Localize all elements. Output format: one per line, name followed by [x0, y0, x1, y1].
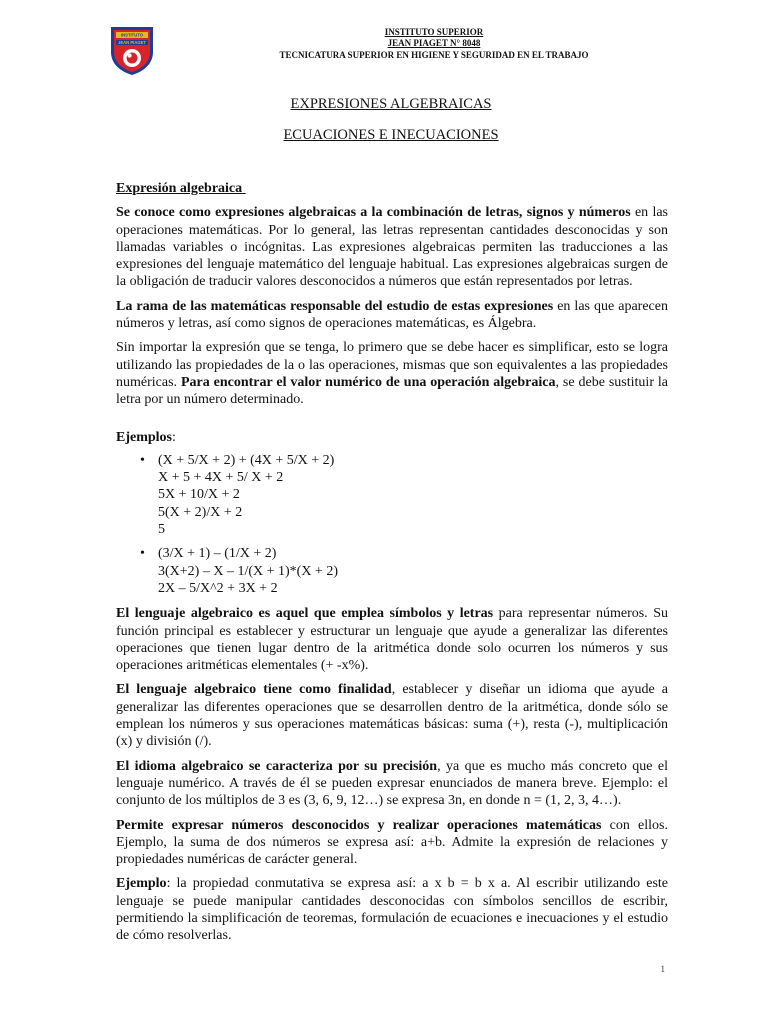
- document-body: [116, 180, 668, 945]
- list-item: • (X + 5/X + 2) + (4X + 5/X + 2) X + 5 + 4X + 5/ X + 2 5X + 10/X + 2 5(X + 2)/X + 2 5: [140, 452, 668, 538]
- section-heading: Expresión algebraica: [116, 181, 243, 196]
- program-line: TECNICATURA SUPERIOR EN HIGIENE Y SEGURIDAD EN EL TRABAJO: [279, 50, 589, 60]
- paragraph-5: El lenguaje algebraico tiene como finalidad, establecer y diseñar un idioma que ayude a generalizar las diferentes operaciones que se desarrollen dentro de la aritmética, donde sólo se emplean los números y sus operaciones matemáticas básicas: suma (+), resta (-), multiplicación (x) y división (/).: [116, 682, 669, 750]
- examples-heading: Ejemplos:: [116, 429, 176, 445]
- logo-text-top: INSTITUTO: [120, 32, 144, 38]
- paragraph-7: Permite expresar números desconocidos y realizar operaciones matemáticas con ellos. Ejemplo, la suma de dos números se expresa así: a+b. Admite la expresión de relaciones y propiedades numéricas de carácter general.: [116, 817, 668, 868]
- examples-list: [116, 452, 668, 597]
- institute-line: INSTITUTO SUPERIOR: [384, 27, 484, 37]
- main-title: EXPRESIONES ALGEBRAICAS: [290, 96, 492, 112]
- paragraph-2: La rama de las matemáticas responsable del estudio de estas expresiones en las que aparecen números y letras, así como signos de operaciones matemáticas, es Álgebra.: [116, 298, 668, 332]
- paragraph-8: Ejemplo: la propiedad conmutativa se expresa así: a x b = b x a. Al escribir utilizando este lenguaje se puede manipular cantidades desconocidas con símbolos sencillos de escribir, permitiendo la simplificación de teoremas, formulación de ecuaciones e inecuaciones y el estudio de cómo resolverlas.: [116, 876, 668, 944]
- paragraph-6: El idioma algebraico se caracteriza por su precisión, ya que es mucho más concreto que el lenguaje numérico. A través de él se pueden expresar enunciados de manera breve. Ejemplo: el conjunto de los múltiplos de 3 es (3, 6, 9, 12…) se expresa 3n, en donde n = (1, 2, 3, 4…).: [116, 758, 668, 809]
- logo-text-mid: JEAN PIAGET: [118, 40, 146, 46]
- institute-name-line: JEAN PIAGET N° 8048: [387, 38, 481, 48]
- paragraph-1: Se conoce como expresiones algebraicas a la combinación de letras, signos y números en las operaciones matemáticas. Por lo general, las letras representan cantidades desconocidas y son llamadas variables o incógnitas. Las expresiones algebraicas permiten las traducciones a las expresiones del lenguaje matemático del lenguaje habitual. Las expresiones algebraicas surgen de la obligación de traducir valores desconocidos a números que están representados por letras.: [116, 205, 668, 290]
- page-number: 1: [660, 964, 665, 974]
- sub-title: ECUACIONES E INECUACIONES: [283, 127, 499, 143]
- paragraph-4: El lenguaje algebraico es aquel que emplea símbolos y letras para representar números. Su función principal es establecer y estructurar un lenguaje que ayude a generalizar las diferentes operaciones que tienen lugar dentro de la aritmética donde solo ocurren los números y sus operaciones aritméticas elementales (+ -x%).: [116, 606, 668, 674]
- list-item: • (3/X + 1) – (1/X + 2) 3(X+2) – X – 1/(X + 1)*(X + 2) 2X – 5/X^2 + 3X + 2: [140, 545, 668, 597]
- paragraph-3: Sin importar la expresión que se tenga, lo primero que se debe hacer es simplificar, esto se logra utilizando las propiedades de la o las operaciones, mismas que son equivalentes a las propiedades numéricas. Para encontrar el valor numérico de una operación algebraica, se debe sustituir la letra por un número determinado.: [116, 340, 668, 408]
